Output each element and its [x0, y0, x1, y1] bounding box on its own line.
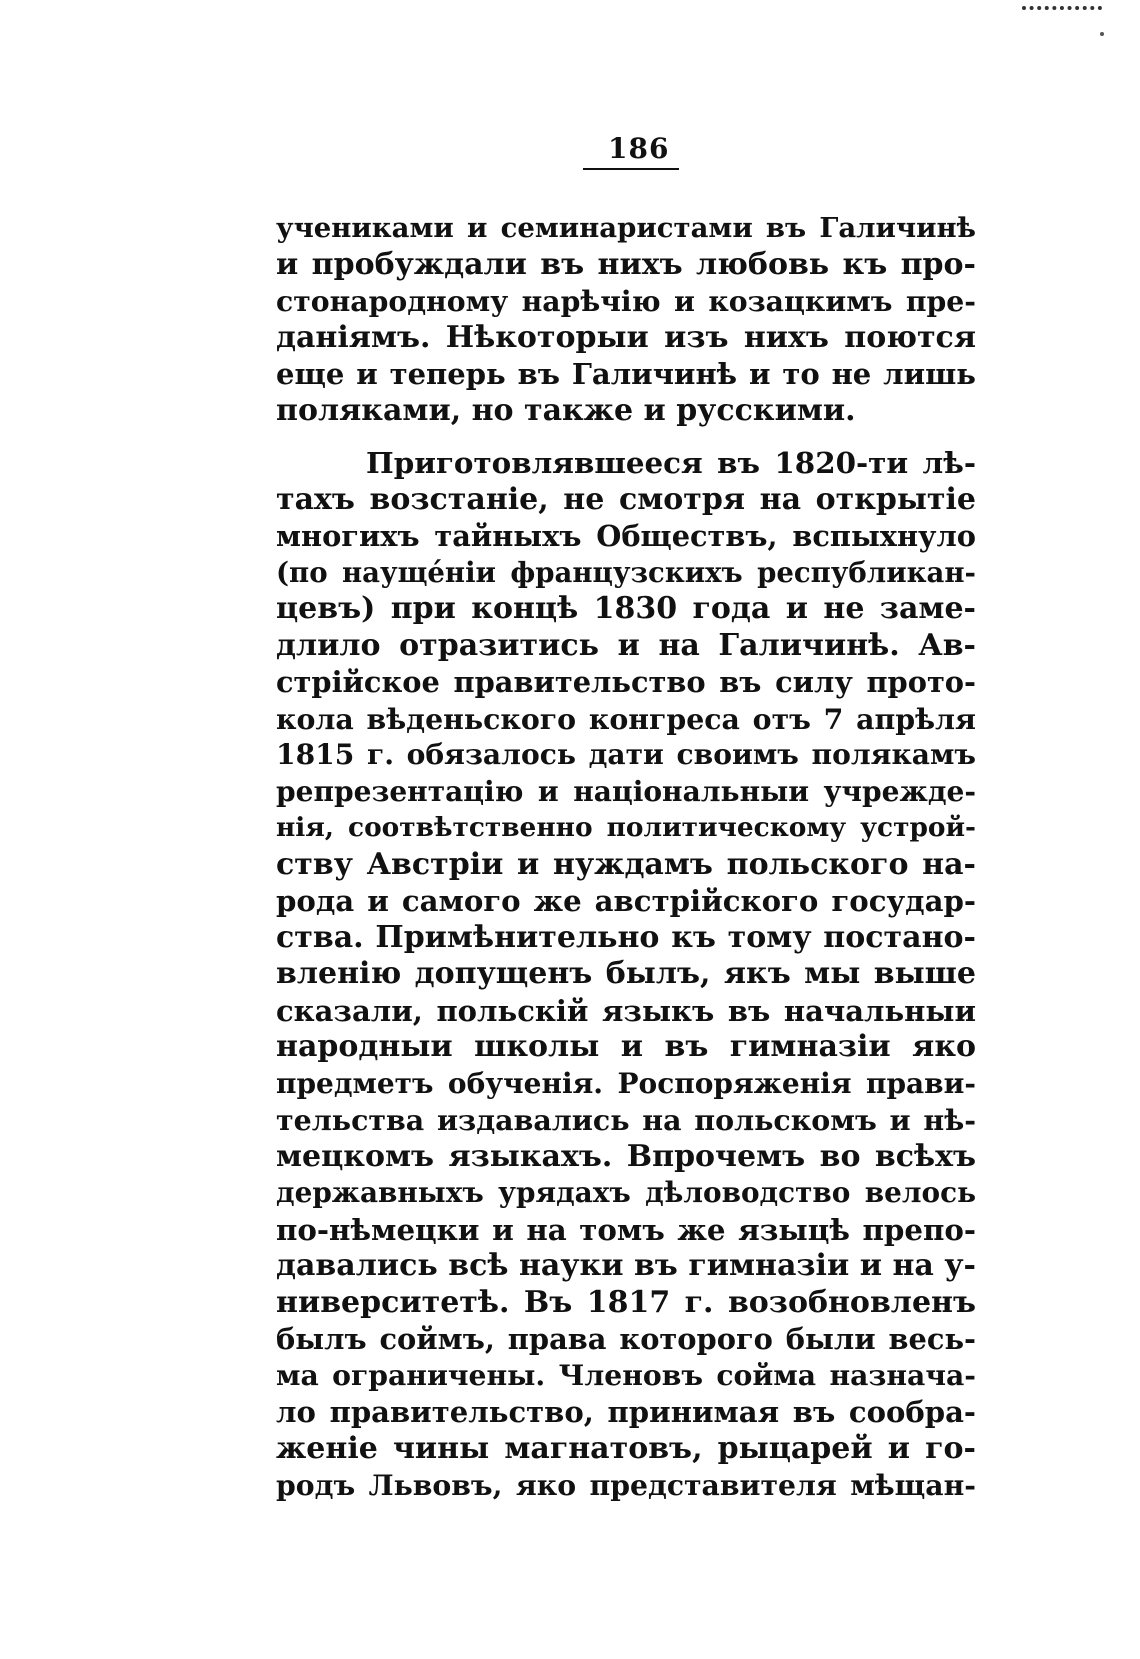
text-line: даніямъ. Нѣкоторыи изъ нихъ поются — [276, 319, 976, 355]
text-line: давались всѣ науки въ гимназіи и на у- — [276, 1248, 976, 1283]
text-line: 1815 г. обязалось дати своимъ полякамъ — [276, 738, 976, 771]
text-line: ниверситетѣ. Въ 1817 г. возобновленъ — [276, 1284, 976, 1320]
text-line: (по науще́нiи французскихъ республикан- — [276, 556, 976, 589]
text-line: репрезентацію и національныи учрежде- — [276, 774, 976, 808]
text-line: мецкомъ языкахъ. Впрочемъ во всѣхъ — [276, 1138, 976, 1174]
text-line: многихъ тайныхъ Обществъ, вспыхнуло — [276, 519, 976, 553]
text-line: рода и самого же австрійского государ- — [276, 884, 976, 918]
text-line: ства. Примѣнительно къ тому постано- — [276, 919, 976, 955]
text-line: стонародному нарѣчію и козацкимъ пре- — [276, 284, 976, 318]
text-line: предметъ обученія. Роспоряженія прави- — [276, 1066, 976, 1100]
scan-speck — [1100, 32, 1104, 36]
body-text — [276, 210, 976, 1504]
paragraph-1 — [276, 210, 976, 429]
text-line: ма ограничены. Членовъ сойма назнача- — [276, 1358, 976, 1392]
text-line: ству Австріи и нуждамъ польского на- — [276, 846, 976, 882]
text-line: и пробуждали въ нихъ любовь къ про- — [276, 246, 976, 282]
text-line: учениками и семинаристами въ Галичинѣ — [276, 212, 976, 244]
text-line: былъ соймъ, права которого были весь- — [276, 1322, 976, 1356]
text-line: ло правительство, принимая въ сообра- — [276, 1395, 976, 1429]
text-line: вленію допущенъ былъ, якъ мы выше — [276, 956, 976, 991]
text-line: тахъ возстаніе, не смотря на открытіе — [276, 481, 976, 517]
text-line: державныхъ урядахъ дѣловодство велось — [276, 1176, 976, 1209]
page-number: 186 — [608, 132, 670, 165]
text-line: женіе чины магнатовъ, рыцарей и го- — [276, 1430, 976, 1466]
text-line: нія, соотвѣтственно политическому устрой- — [276, 812, 976, 843]
text-line: по-нѣмецки и на томъ же языцѣ препо- — [276, 1212, 976, 1247]
paragraph-gap — [276, 429, 976, 445]
text-line: еще и теперь въ Галичинѣ и то не лишь — [276, 357, 976, 391]
text-line: кола вѣденьского конгреса отъ 7 апрѣля — [276, 701, 976, 736]
text-line: Приготовлявшееся въ 1820-ти лѣ- — [366, 445, 976, 480]
text-line: стрійское правительство въ силу прото- — [276, 665, 976, 699]
text-line: цевъ) при концѣ 1830 года и не заме- — [276, 591, 976, 626]
text-line: длило отразитись и на Галичинѣ. Ав- — [276, 627, 976, 663]
text-line: сказали, польскій языкъ въ начальныи — [276, 993, 976, 1028]
text-line: родъ Львовъ, яко представителя мѣщан- — [276, 1468, 976, 1502]
scan-edge-mark — [1022, 6, 1102, 20]
paragraph-2 — [276, 445, 976, 1504]
text-line: народныи школы и въ гимназіи яко — [276, 1029, 976, 1064]
page-number-rule — [583, 168, 679, 170]
text-line: поляками, но также и русскими. — [276, 392, 856, 428]
text-line: тельства издавались на польскомъ и нѣ- — [276, 1103, 976, 1137]
